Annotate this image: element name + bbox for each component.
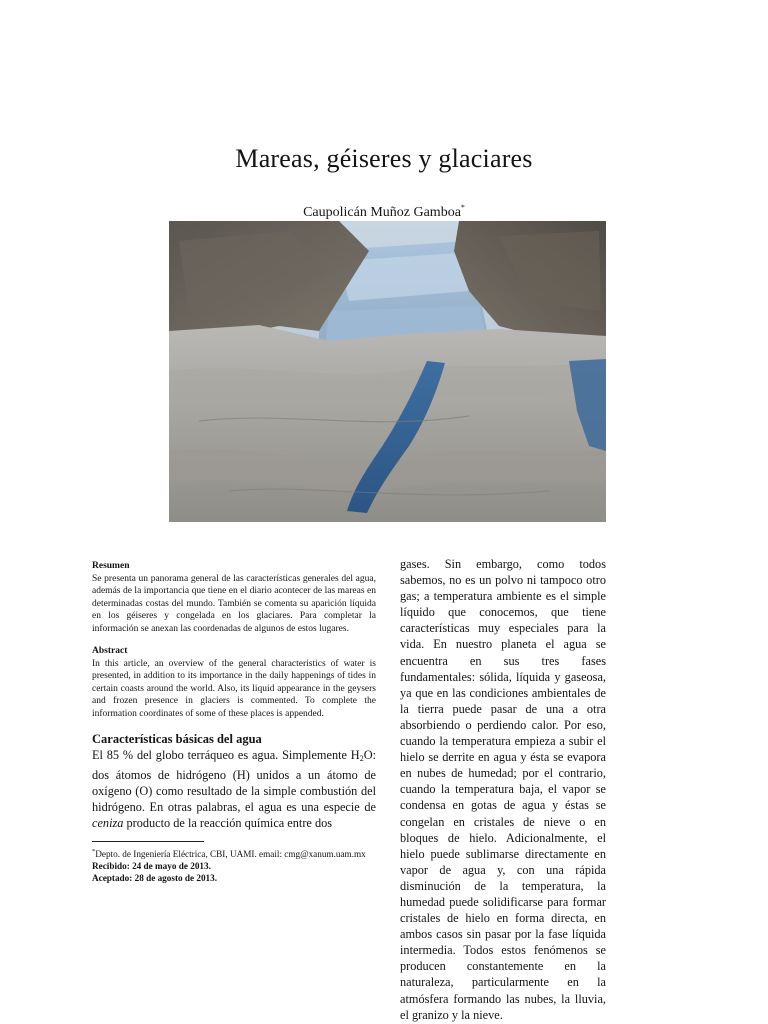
abstract-heading: Abstract [92, 646, 128, 656]
accepted-date: Aceptado: 28 de agosto de 2013. [92, 873, 218, 884]
paragraph-text-c: producto de la reacción química entre dos [123, 816, 333, 831]
section-paragraph [92, 747, 376, 831]
left-column [92, 560, 376, 884]
right-column-paragraph: gases. Sin embargo, como todos sabemos, no es un polvo ni tampoco otro gas; a temperatura ambiente es el simple líquido que conocemos, que tiene características muy especiales para la vida. En nuestro planeta el agua se encuentra en sus tres fases fundamentales: sólida, líquida y gaseosa, ya que en las condiciones ambientales de la tierra puede pasar de una a otra absorbiendo o perdiendo calor. Por eso, cuando la temperatura empieza a subir el hielo se derrite en agua y ésta se evapora en nubes de humedad; por el contrario, cuando la temperatura baja, el vapor se condensa en gotas de agua y éstas se congelan en cristales de nieve o en bloques de hielo. Adicionalmente, el hielo puede sublimarse directamente en vapor de agua y, con una rápida disminución de la temperatura, la humedad puede solidificarse para formar cristales de hielo en forma directa, en ambos casos sin pasar por la fase líquida intermedia. Todos estos fenómenos se producen constantemente en la naturaleza, particularmente en la atmósfera formando las nubes, la lluvia, el granizo y la nieve. [400, 557, 606, 1022]
section-heading: Características básicas del agua [92, 732, 262, 746]
right-column [400, 556, 606, 1023]
glacier-photo [169, 221, 606, 522]
resumen-text: Se presenta un panorama general de las características generales del agua, además de la importancia que tiene en el diario acontecer de las mareas en determinadas costas del mundo. También se comenta su aparición líquida en los géiseres y congelada en los glaciares. Para completar la información se anexan las coordenadas de algunos de estos lugares. [92, 573, 376, 634]
footnote-accepted [92, 872, 376, 884]
paper-title: Mareas, géiseres y glaciares [235, 144, 533, 173]
resumen-heading: Resumen [92, 561, 130, 571]
paragraph-text-b: O: dos átomos de hidrógeno (H) unidos a un átomo de oxígeno (O) como resultado de la simple combustión del hidrógeno. En otras palabras, el agua es una especie de [92, 748, 376, 815]
author-footnote-mark: * [460, 203, 465, 212]
footnote-received [92, 860, 376, 872]
footnote-affiliation [92, 846, 376, 860]
paragraph-subscript: 2 [359, 754, 364, 763]
author-name: Caupolicán Muñoz Gamboa [303, 205, 461, 220]
footnote-affiliation-text: Depto. de Ingeniería Eléctrica, CBI, UAMI. email: cmg@xanum.uam.mx [95, 849, 366, 860]
footnote-rule [92, 841, 204, 842]
abstract-block [92, 645, 376, 720]
footnote-mark: * [92, 848, 96, 856]
resumen-block [92, 560, 376, 635]
received-date: Recibido: 24 de mayo de 2013. [92, 861, 211, 872]
author-line [0, 203, 768, 221]
paragraph-text-a: El 85 % del globo terráqueo es agua. Simplemente H [92, 748, 360, 762]
paragraph-emphasis: ceniza [92, 816, 124, 831]
abstract-text: In this article, an overview of the general characteristics of water is presented, in addition to its importance in the daily happenings of tides in certain coasts around the world. Also, its liquid appearance in the geysers and frozen presence in glaciers is commented. To complete the information coordinates of some of these places is appended. [92, 658, 376, 719]
